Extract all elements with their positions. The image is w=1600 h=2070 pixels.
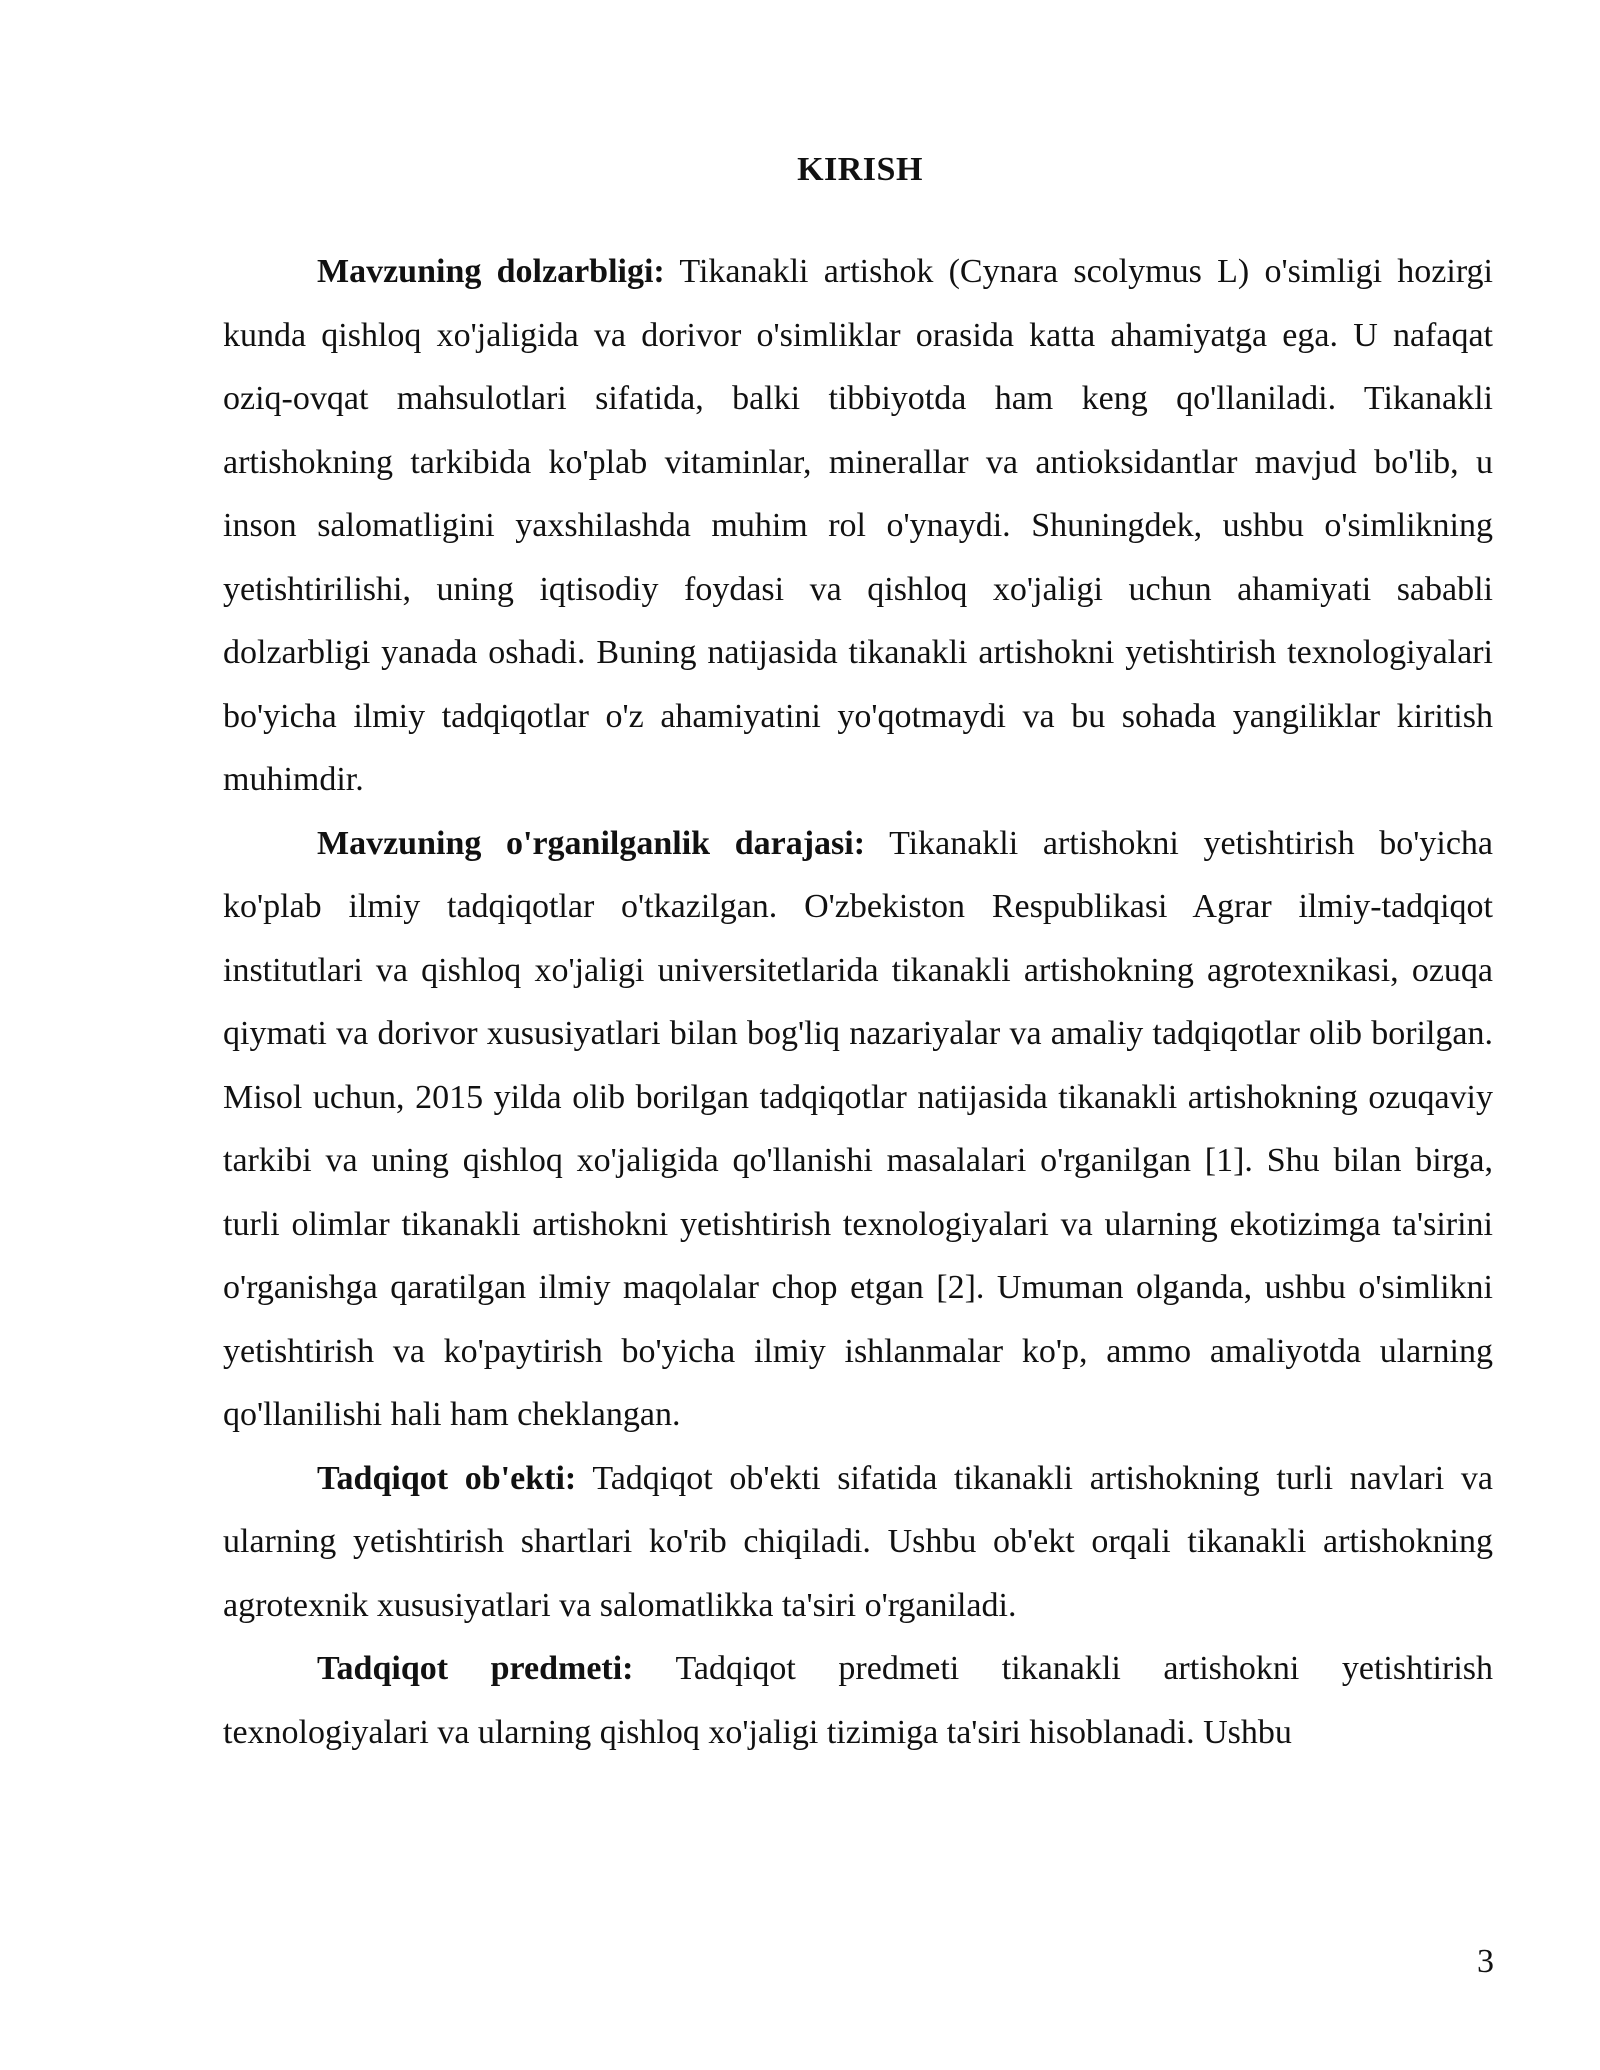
paragraph-research-subject bbox=[223, 1637, 1493, 1764]
section-title: KIRISH bbox=[797, 151, 923, 188]
paragraph-lead: Tadqiqot predmeti: bbox=[317, 1650, 634, 1687]
paragraph-text: Tikanakli artishok (Cynara scolymus L) o'simligi hozirgi kunda qishloq xo'jaligida va dorivor o'simliklar orasida katta ahamiyatga ega. U nafaqat oziq-ovqat mahsulotlari sifatida, balki tibbiyotda ham keng qo'llaniladi. Tikanakli artishokning tarkibida ko'plab vitaminlar, minerallar va antioksidantlar mavjud bo'lib, u inson salomatligini yaxshilashda muhim rol o'ynaydi. Shuningdek, ushbu o'simlikning yetishtirilishi, uning iqtisodiy foydasi va qishloq xo'jaligi uchun ahamiyati sababli dolzarbligi yanada oshadi. Buning natijasida tikanakli artishokni yetishtirish texnologiyalari bo'yicha ilmiy tadqiqotlar o'z ahamiyatini yo'qotmaydi va bu sohada yangiliklar kiritish muhimdir. bbox=[223, 253, 1494, 798]
paragraph-study-degree bbox=[223, 812, 1493, 1447]
paragraph-lead: Mavzuning o'rganilganlik darajasi: bbox=[317, 824, 866, 862]
paragraph-text: Tikanakli artishokni yetishtirish bo'yicha ko'plab ilmiy tadqiqotlar o'tkazilgan. O'zbekiston Respublikasi Agrar ilmiy-tadqiqot institutlari va qishloq xo'jaligi universitetlarida tikanakli artishokning agrotexnikasi, ozuqa qiymati va dorivor xususiyatlari bilan bog'liq nazariyalar va amaliy tadqiqotlar olib borilgan. Misol uchun, 2015 yilda olib borilgan tadqiqotlar natijasida tikanakli artishokning ozuqaviy tarkibi va uning qishloq xo'jaligida qo'llanishi masalalari o'rganilgan [1]. Shu bilan birga, turli olimlar tikanakli artishokni yetishtirish texnologiyalari va ularning ekotizimga ta'sirini o'rganishga qaratilgan ilmiy maqolalar chop etgan [2]. Umuman olganda, ushbu o'simlikni yetishtirish va ko'paytirish bo'yicha ilmiy ishlanmalar ko'p, ammo amaliyotda ularning qo'llanilishi hali ham cheklangan. bbox=[223, 824, 1493, 1433]
paragraph-research-object bbox=[223, 1447, 1493, 1638]
page-number: 3 bbox=[1477, 1943, 1494, 1980]
paragraph-text: Tadqiqot predmeti tikanakli artishokni yetishtirish texnologiyalari va ularning qishloq xo'jaligi tizimiga ta'siri hisoblanadi. Ushbu bbox=[223, 1650, 1493, 1751]
paragraph-text: Tadqiqot ob'ekti sifatida tikanakli artishokning turli navlari va ularning yetishtirish shartlari ko'rib chiqiladi. Ushbu ob'ekt orqali tikanakli artishokning agrotexnik xususiyatlari va salomatlikka ta'siri o'rganiladi. bbox=[223, 1459, 1494, 1624]
document-body bbox=[223, 240, 1493, 1764]
paragraph-lead: Tadqiqot ob'ekti: bbox=[317, 1459, 577, 1497]
paragraph-relevance bbox=[223, 240, 1493, 812]
paragraph-lead: Mavzuning dolzarbligi: bbox=[317, 253, 665, 290]
